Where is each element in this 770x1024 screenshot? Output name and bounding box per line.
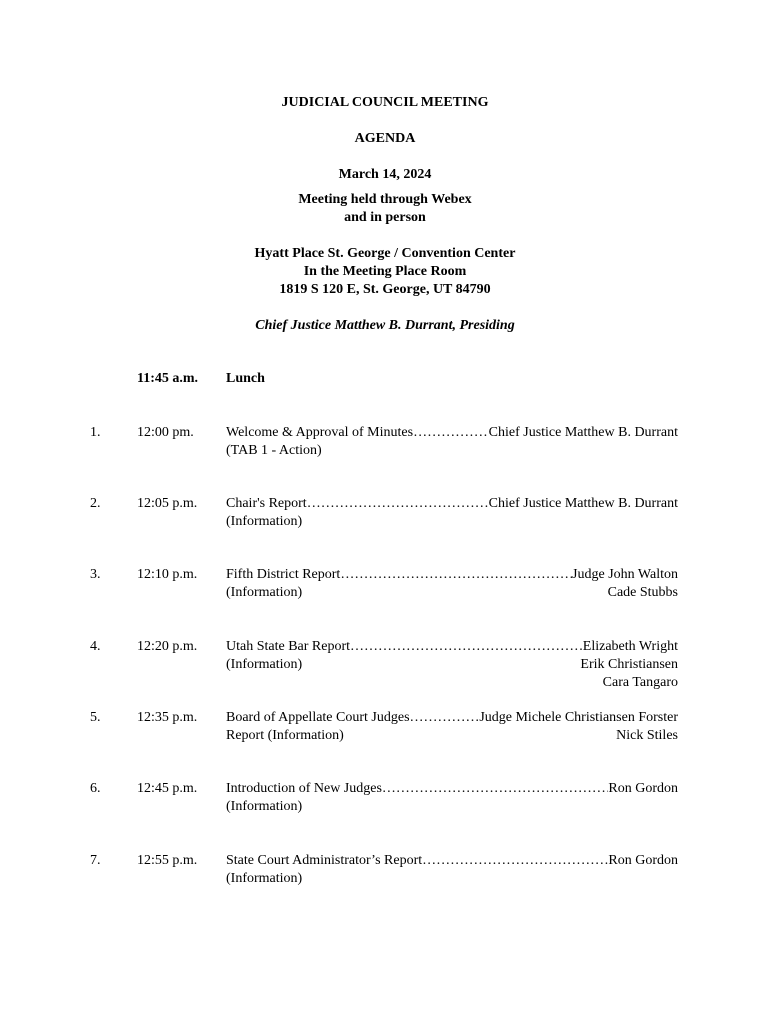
presenter: Ron Gordon bbox=[608, 853, 678, 868]
item-number: 7. bbox=[90, 853, 101, 868]
presenter: Judge John Walton bbox=[572, 567, 678, 582]
leader-dots bbox=[410, 709, 480, 727]
item-number: 1. bbox=[90, 425, 101, 440]
leader-dots bbox=[382, 780, 608, 798]
presenter: Chief Justice Matthew B. Durrant bbox=[488, 496, 678, 511]
agenda-time: 12:10 p.m. bbox=[137, 567, 198, 582]
leader-dots bbox=[422, 852, 608, 870]
agenda-time: 12:00 pm. bbox=[137, 425, 194, 440]
agenda-time: 12:45 p.m. bbox=[137, 781, 198, 796]
item-number: 2. bbox=[90, 496, 101, 511]
meeting-title: JUDICIAL COUNCIL MEETING bbox=[281, 95, 489, 110]
venue-address: 1819 S 120 E, St. George, UT 84790 bbox=[279, 282, 491, 297]
leader-dots bbox=[413, 424, 489, 442]
presenter: Elizabeth Wright bbox=[582, 639, 678, 654]
meeting-format-line-1: Meeting held through Webex bbox=[298, 192, 472, 207]
agenda-title: Welcome & Approval of Minutes bbox=[226, 425, 414, 440]
agenda-title: Fifth District Report bbox=[226, 567, 341, 582]
meeting-format-line-2: and in person bbox=[344, 210, 426, 225]
co-presenter: Erik Christiansen bbox=[580, 657, 678, 672]
leader-dots bbox=[350, 638, 583, 656]
item-subtitle: (Information) bbox=[226, 871, 303, 886]
co-presenter: Cara Tangaro bbox=[602, 675, 678, 690]
agenda-title: Board of Appellate Court Judges bbox=[226, 710, 410, 725]
item-number: 4. bbox=[90, 639, 101, 654]
agenda-title: Introduction of New Judges bbox=[226, 781, 382, 796]
item-subtitle: (Information) bbox=[226, 799, 303, 814]
agenda-title: Chair's Report bbox=[226, 496, 307, 511]
presenter: Ron Gordon bbox=[608, 781, 678, 796]
co-presenter: Nick Stiles bbox=[616, 728, 678, 743]
item-subtitle: (Information) bbox=[226, 657, 303, 672]
item-number: 3. bbox=[90, 567, 101, 582]
presenter: Chief Justice Matthew B. Durrant bbox=[488, 425, 678, 440]
leader-dots bbox=[340, 566, 572, 584]
agenda-time: 12:35 p.m. bbox=[137, 710, 198, 725]
agenda-time: 12:55 p.m. bbox=[137, 853, 198, 868]
agenda-heading: AGENDA bbox=[354, 131, 416, 146]
venue-line-1: Hyatt Place St. George / Convention Center bbox=[254, 246, 516, 261]
co-presenter: Cade Stubbs bbox=[607, 585, 678, 600]
item-number: 6. bbox=[90, 781, 101, 796]
agenda-time: 12:05 p.m. bbox=[137, 496, 198, 511]
presiding-officer: Chief Justice Matthew B. Durrant, Presiding bbox=[255, 318, 515, 333]
agenda-title: State Court Administrator’s Report bbox=[226, 853, 423, 868]
agenda-time: 11:45 a.m. bbox=[137, 371, 199, 386]
venue-line-2: In the Meeting Place Room bbox=[303, 264, 467, 279]
item-subtitle: (Information) bbox=[226, 514, 303, 529]
meeting-date: March 14, 2024 bbox=[338, 167, 432, 182]
presenter: Judge Michele Christiansen Forster bbox=[479, 710, 678, 725]
leader-dots bbox=[307, 495, 489, 513]
item-subtitle: (Information) bbox=[226, 585, 303, 600]
agenda-title: Lunch bbox=[226, 371, 265, 386]
item-subtitle: (TAB 1 - Action) bbox=[226, 443, 322, 458]
agenda-title: Utah State Bar Report bbox=[226, 639, 351, 654]
item-number: 5. bbox=[90, 710, 101, 725]
item-subtitle: Report (Information) bbox=[226, 728, 344, 743]
agenda-time: 12:20 p.m. bbox=[137, 639, 198, 654]
